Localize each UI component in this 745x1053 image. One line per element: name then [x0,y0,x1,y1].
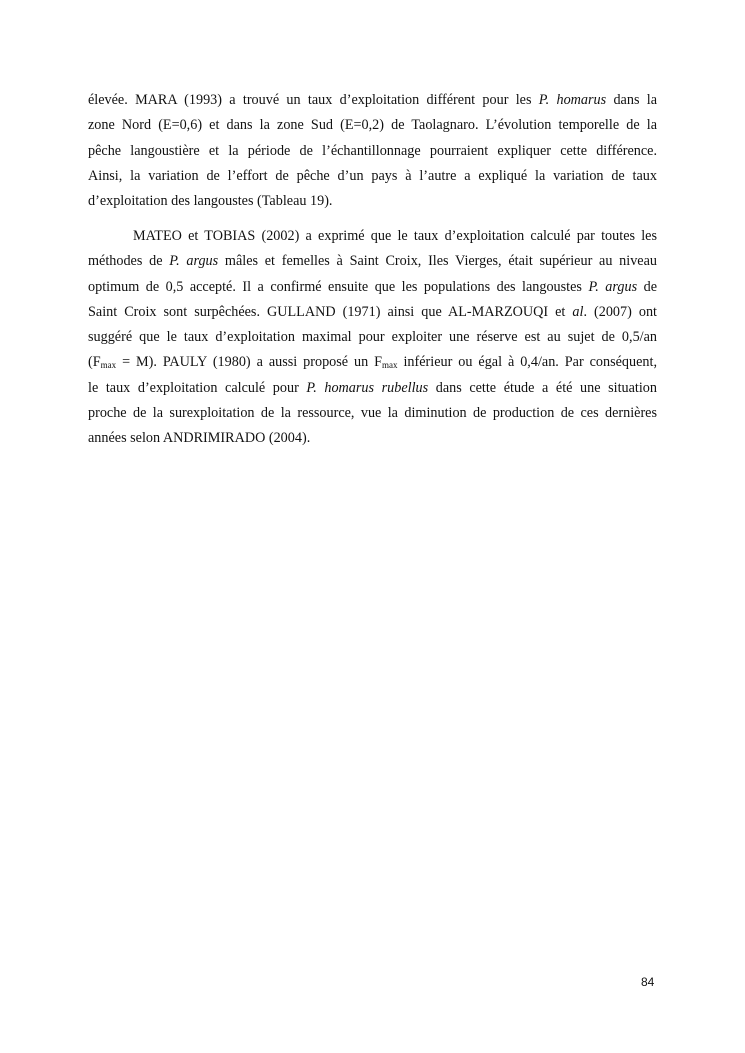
text-line [88,113,657,138]
text-line [88,139,657,164]
text-line [88,224,657,249]
text-line [88,350,657,375]
text-line [88,249,657,274]
text-segment: de [637,278,657,295]
text-segment: dans la [606,92,658,108]
text-line [88,325,657,350]
text-line [88,88,657,113]
italic-text: al [572,303,584,320]
text-segment: Saint Croix sont surpêchées. GULLAND (1971) ainsi que AL-MARZOUQI et [88,303,573,320]
paragraph-2 [88,224,657,452]
text-segment: méthodes de [88,253,170,270]
subscript-text: max [100,360,117,371]
text-line [88,189,657,214]
text-segment: proche de la surexploitation de la ressource, vue la diminution de production de ces dernières [88,405,657,422]
text-segment: inférieur ou égal à 0,4/an. Par conséquent, [397,354,657,371]
text-line [88,275,657,300]
text-segment: élevée. MARA (1993) a trouvé un taux d’exploitation différent pour les [88,92,539,108]
text-segment: optimum de 0,5 accepté. Il a confirmé ensuite que les populations des langoustes [88,278,589,295]
italic-text: P. homarus rubellus [306,379,429,396]
text-segment: = M). PAULY (1980) a aussi proposé un F [116,354,383,371]
text-segment: suggéré que le taux d’exploitation maximal pour exploiter une réserve est au sujet de 0,5/an [88,329,657,346]
text-line [88,164,657,189]
text-segment: pêche langoustière et la période de l’échantillonnage pourraient expliquer cette différence. [88,142,657,159]
text-line [88,426,657,451]
text-segment: dans cette étude a été une situation [428,379,657,396]
subscript-text: max [382,360,398,371]
italic-text: P. argus [588,278,638,295]
text-segment: mâles et femelles à Saint Croix, Iles Vierges, était supérieur au niveau [218,253,657,270]
text-segment: Ainsi, la variation de l’effort de pêche d’un pays à l’autre a expliqué la variation de taux [88,167,657,184]
italic-text: P. homarus [538,92,607,108]
paragraph-1 [88,88,657,214]
italic-text: P. argus [169,253,219,270]
text-line [88,376,657,401]
text-segment: (F [88,354,101,371]
text-segment: le taux d’exploitation calculé pour [88,379,307,396]
text-segment: zone Nord (E=0,6) et dans la zone Sud (E=0,2) de Taolagnaro. L’évolution temporelle de la [88,117,657,134]
text-segment: . (2007) ont [583,303,657,320]
text-line [88,300,657,325]
text-segment: années selon ANDRIMIRADO (2004). [88,430,311,447]
text-line [88,401,657,426]
text-segment: d’exploitation des langoustes (Tableau 19). [88,193,333,210]
text-segment: MATEO et TOBIAS (2002) a exprimé que le taux d’exploitation calculé par toutes les [133,228,657,244]
page-number: 84 [641,975,655,989]
